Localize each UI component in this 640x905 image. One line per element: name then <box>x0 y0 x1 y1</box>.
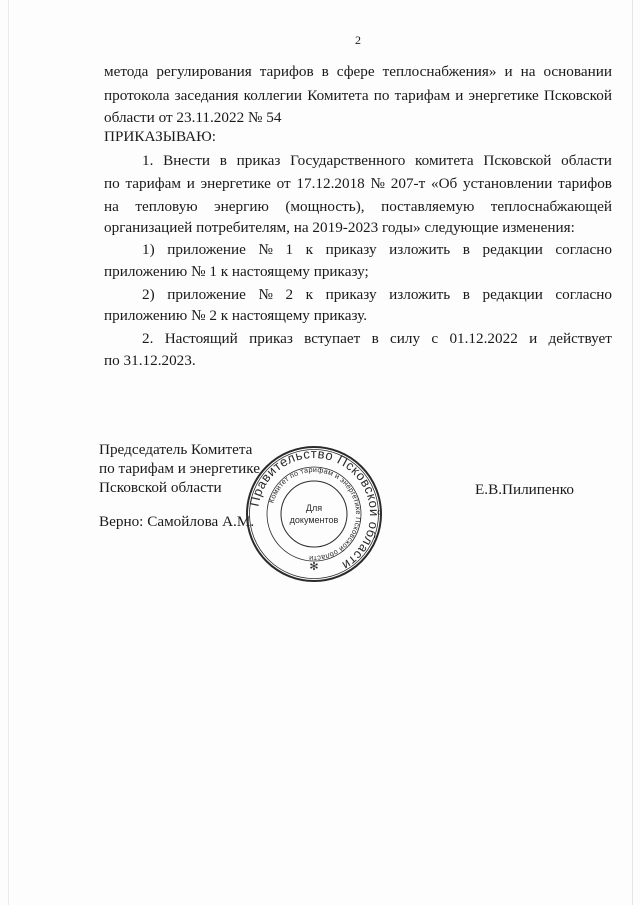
word: 01.12.2022 <box>449 330 518 347</box>
sub1-line-1 <box>142 240 612 260</box>
stamp-outer-text: Правительство Псковской области <box>246 445 383 574</box>
word: к <box>305 286 314 303</box>
word: изложить <box>389 286 451 303</box>
stamp-inner-ring <box>281 481 347 547</box>
word: вступает <box>304 330 361 347</box>
word: заседания <box>174 87 239 104</box>
verified-by: Верно: Самойлова А.М. <box>99 513 255 530</box>
item1-line-3 <box>104 197 612 217</box>
word: Псковской <box>543 87 612 104</box>
word: протокола <box>104 87 170 104</box>
word: энергетике <box>468 87 539 104</box>
item2-line-1 <box>142 329 612 349</box>
word: энергию <box>214 198 269 215</box>
word: 207-т <box>390 175 426 192</box>
word: 17.12.2018 <box>296 175 365 192</box>
word: действует <box>548 330 612 347</box>
word: энергетике <box>200 175 271 192</box>
word: приказ <box>236 152 281 169</box>
word: Комитета <box>307 87 369 104</box>
stamp-center-line-1: Для <box>305 503 323 513</box>
word: регулирования <box>156 63 252 80</box>
word: 1 <box>285 241 294 258</box>
word: приказу <box>325 286 377 303</box>
word: тарифов <box>259 63 314 80</box>
word: поставляемую <box>381 198 475 215</box>
word: «Об <box>430 175 458 192</box>
item2-line-2: по 31.12.2023. <box>104 352 196 369</box>
word: с <box>431 330 439 347</box>
word: теплоснабжающей <box>490 198 612 215</box>
word: согласно <box>555 241 612 258</box>
item1-line-4: организацией потребителям, на 2019-2023 годы» следующие изменения: <box>104 219 575 236</box>
intro-line-3: области от 23.11.2022 № 54 <box>104 109 282 126</box>
word: области <box>561 152 612 169</box>
scan-edge-line-right <box>632 0 633 905</box>
word: № <box>258 286 273 303</box>
word: согласно <box>555 286 612 303</box>
word: 1. <box>142 152 154 169</box>
word: (мощность), <box>285 198 365 215</box>
word: приложение <box>167 286 246 303</box>
word: в <box>219 152 227 169</box>
word: 2 <box>285 286 294 303</box>
word: на <box>520 63 536 80</box>
word: Государственного <box>290 152 406 169</box>
word: установлении <box>463 175 553 192</box>
word: и <box>504 63 513 80</box>
signer-position-line-2: по тарифам и энергетике <box>99 460 260 477</box>
word: изложить <box>389 241 451 258</box>
word: в <box>371 330 379 347</box>
word: коллегии <box>243 87 303 104</box>
word: метода <box>104 63 149 80</box>
word: редакции <box>482 286 543 303</box>
word: № <box>370 175 385 192</box>
word: по <box>104 175 120 192</box>
stamp-center-line-2: документов <box>289 515 339 525</box>
word: приказ <box>249 330 293 347</box>
word: 2. <box>142 330 154 347</box>
word: № <box>258 241 273 258</box>
word: комитета <box>415 152 474 169</box>
word: сфере <box>336 63 375 80</box>
word: тарифов <box>558 175 612 192</box>
item1-line-1 <box>142 151 612 171</box>
official-stamp <box>244 444 384 584</box>
signer-position-line-3: Псковской области <box>99 479 222 496</box>
intro-line-2 <box>104 86 612 106</box>
word: и <box>529 330 538 347</box>
signer-position-line-1: Председатель Комитета <box>99 441 253 458</box>
word: тарифам <box>394 87 451 104</box>
item1-line-2 <box>104 174 612 194</box>
word: по <box>373 87 390 104</box>
signer-name: Е.В.Пилипенко <box>475 481 574 498</box>
word: тарифам <box>125 175 181 192</box>
word: приложение <box>167 241 246 258</box>
sub2-line-2: приложению № 2 к настоящему приказу. <box>104 307 367 324</box>
word: Внести <box>163 152 211 169</box>
word: в <box>462 286 470 303</box>
page-number: 2 <box>355 33 361 47</box>
word: Псковской <box>483 152 552 169</box>
word: 1) <box>142 241 155 258</box>
intro-line-1 <box>104 62 612 82</box>
word: от <box>276 175 291 192</box>
word: тепловую <box>135 198 198 215</box>
word: приказу <box>325 241 377 258</box>
word: к <box>305 241 314 258</box>
word: и <box>455 87 464 104</box>
word: силу <box>390 330 421 347</box>
word: и <box>186 175 195 192</box>
word: в <box>321 63 329 80</box>
word: теплоснабжения» <box>382 63 497 80</box>
word: 2) <box>142 286 155 303</box>
stamp-star-icon: ✻ <box>309 561 319 573</box>
word: основании <box>543 63 612 80</box>
sub2-line-1 <box>142 285 612 305</box>
stamp-inner-text: Комитет по тарифам и энергетике Псковской области <box>266 464 364 564</box>
word: редакции <box>482 241 543 258</box>
word: на <box>104 198 119 215</box>
order-word: ПРИКАЗЫВАЮ: <box>104 128 216 145</box>
scan-edge-line <box>8 0 9 905</box>
word: в <box>462 241 470 258</box>
sub1-line-2: приложению № 1 к настоящему приказу; <box>104 263 369 280</box>
word: Настоящий <box>164 330 238 347</box>
